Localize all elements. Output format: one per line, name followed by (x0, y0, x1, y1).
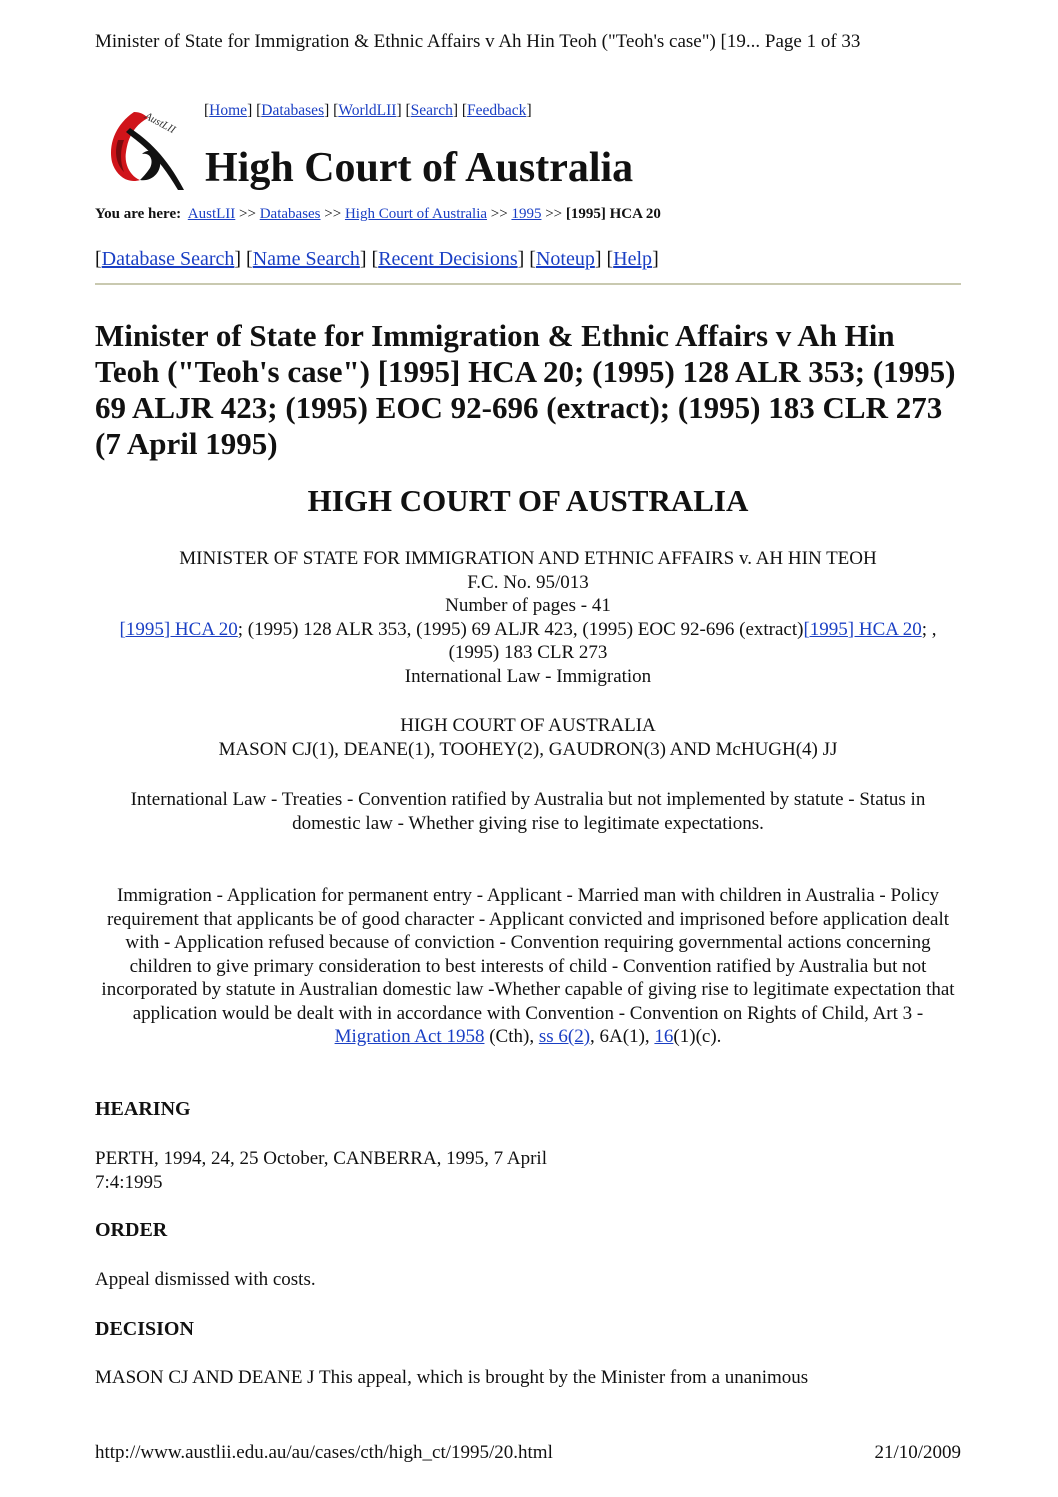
nav-home-link[interactable]: Home (209, 102, 248, 119)
noteup-link[interactable]: Noteup (535, 248, 595, 270)
catchwords-text: , 6A(1), (590, 1026, 655, 1047)
catchwords-immigration (95, 884, 961, 1049)
search-nav: [Database Search] [Name Search] [Recent Decisions] [Noteup] [Help] (95, 248, 659, 270)
bench (95, 714, 961, 761)
bench-judges: MASON CJ(1), DEANE(1), TOOHEY(2), GAUDRON(3) AND McHUGH(4) JJ (218, 738, 838, 760)
database-search-link[interactable]: Database Search (101, 248, 235, 270)
citation-text: ; , (1995) 183 CLR 273 (448, 618, 937, 663)
nav-search-link[interactable]: Search (410, 102, 453, 119)
breadcrumb-separator: >> (239, 206, 256, 222)
austlii-logo[interactable] (104, 102, 188, 194)
case-parties: MINISTER OF STATE FOR IMMIGRATION AND ETHNIC AFFAIRS v. AH HIN TEOH (179, 548, 877, 569)
breadcrumb-separator: >> (490, 206, 508, 222)
catchwords-text: (Cth), (484, 1026, 539, 1047)
case-citations (95, 618, 961, 665)
breadcrumb-label: You are here: (95, 206, 182, 222)
case-file-number: F.C. No. 95/013 (467, 571, 589, 593)
austlii-logo-text: AustLII (142, 110, 178, 137)
citation-link[interactable]: [1995] HCA 20 (803, 618, 922, 640)
breadcrumb-separator: >> (324, 206, 342, 222)
decision-heading: DECISION (95, 1318, 194, 1340)
breadcrumb-austlii[interactable]: AustLII (187, 206, 236, 222)
print-footer-date: 21/10/2009 (874, 1442, 961, 1463)
catchwords-text: (1)(c). (673, 1026, 722, 1047)
help-link[interactable]: Help (613, 248, 653, 270)
breadcrumb-year[interactable]: 1995 (511, 206, 542, 222)
print-footer-url: http://www.austlii.edu.au/au/cases/cth/high_ct/1995/20.html (95, 1442, 553, 1463)
catchwords-text: Immigration - Application for permanent entry - Applicant - Married man with children in Australia - Policy requirement that applicants be of good character - Applicant convicted and imprisoned before application dealt with - Application refused because of conviction - Convention requiring governmental actions concerning children to give primary consideration to best interests of child - Convention ratified by Australia but not incorporated by statute in Australian domestic law -Whether capable of giving rise to legitimate expectation that application would be dealt with in accordance with Convention - Convention on Rights of Child, Art 3 - (101, 885, 955, 1024)
order-heading: ORDER (95, 1219, 168, 1241)
case-page-count: Number of pages - 41 (445, 595, 611, 616)
print-header-page: Page 1 of 33 (764, 31, 861, 52)
order-text: Appeal dismissed with costs. (95, 1269, 316, 1290)
breadcrumb (95, 206, 661, 223)
breadcrumb-high-court[interactable]: High Court of Australia (344, 206, 488, 222)
hearing-line: PERTH, 1994, 24, 25 October, CANBERRA, 1995, 7 April (95, 1148, 547, 1169)
nav-worldlii-link[interactable]: WorldLII (338, 102, 397, 119)
case-subject: International Law - Immigration (404, 665, 652, 687)
bench-court: HIGH COURT OF AUSTRALIA (400, 715, 656, 736)
print-header-title: Minister of State for Immigration & Ethnic Affairs v Ah Hin Teoh ("Teoh's case") [19... (95, 31, 761, 52)
breadcrumb-current: [1995] HCA 20 (565, 206, 661, 222)
top-nav: [Home] [Databases] [WorldLII] [Search] [Feedback] (204, 102, 532, 119)
site-title: High Court of Australia (205, 145, 634, 191)
section-6-2-link[interactable]: ss 6(2) (538, 1026, 591, 1047)
citation-link[interactable]: [1995] HCA 20 (119, 618, 238, 640)
decision-text: MASON CJ AND DEANE J This appeal, which is brought by the Minister from a unanimous (95, 1367, 809, 1388)
hearing-heading: HEARING (95, 1098, 191, 1120)
section-16-link[interactable]: 16 (654, 1026, 674, 1047)
austlii-logo-icon (104, 102, 188, 194)
nav-feedback-link[interactable]: Feedback (467, 102, 527, 119)
migration-act-link[interactable]: Migration Act 1958 (334, 1026, 485, 1047)
case-title: Minister of State for Immigration & Ethnic Affairs v Ah Hin Teoh ("Teoh's case") [1995] HCA 20; (1995) 128 ALR 353; (1995) 69 ALJR 423; (1995) EOC 92-696 (extract); (1995) 183 CLR 273 (7 April 1995) (95, 318, 956, 461)
breadcrumb-separator: >> (545, 206, 563, 222)
header-divider (95, 283, 961, 285)
case-meta (95, 547, 961, 688)
hearing-details (95, 1147, 547, 1194)
recent-decisions-link[interactable]: Recent Decisions (378, 248, 518, 270)
name-search-link[interactable]: Name Search (252, 248, 360, 270)
nav-databases-link[interactable]: Databases (261, 102, 325, 119)
hearing-date: 7:4:1995 (95, 1171, 163, 1193)
breadcrumb-databases[interactable]: Databases (259, 206, 321, 222)
print-header (95, 31, 975, 53)
citation-text: ; (1995) 128 ALR 353, (1995) 69 ALJR 423, (1995) EOC 92-696 (extract) (237, 618, 804, 640)
catchwords-international: International Law - Treaties - Convention ratified by Australia but not implemented by statute - Status in domestic law - Whether giving rise to legitimate expectations. (130, 789, 926, 834)
court-heading: HIGH COURT OF AUSTRALIA (307, 483, 749, 518)
